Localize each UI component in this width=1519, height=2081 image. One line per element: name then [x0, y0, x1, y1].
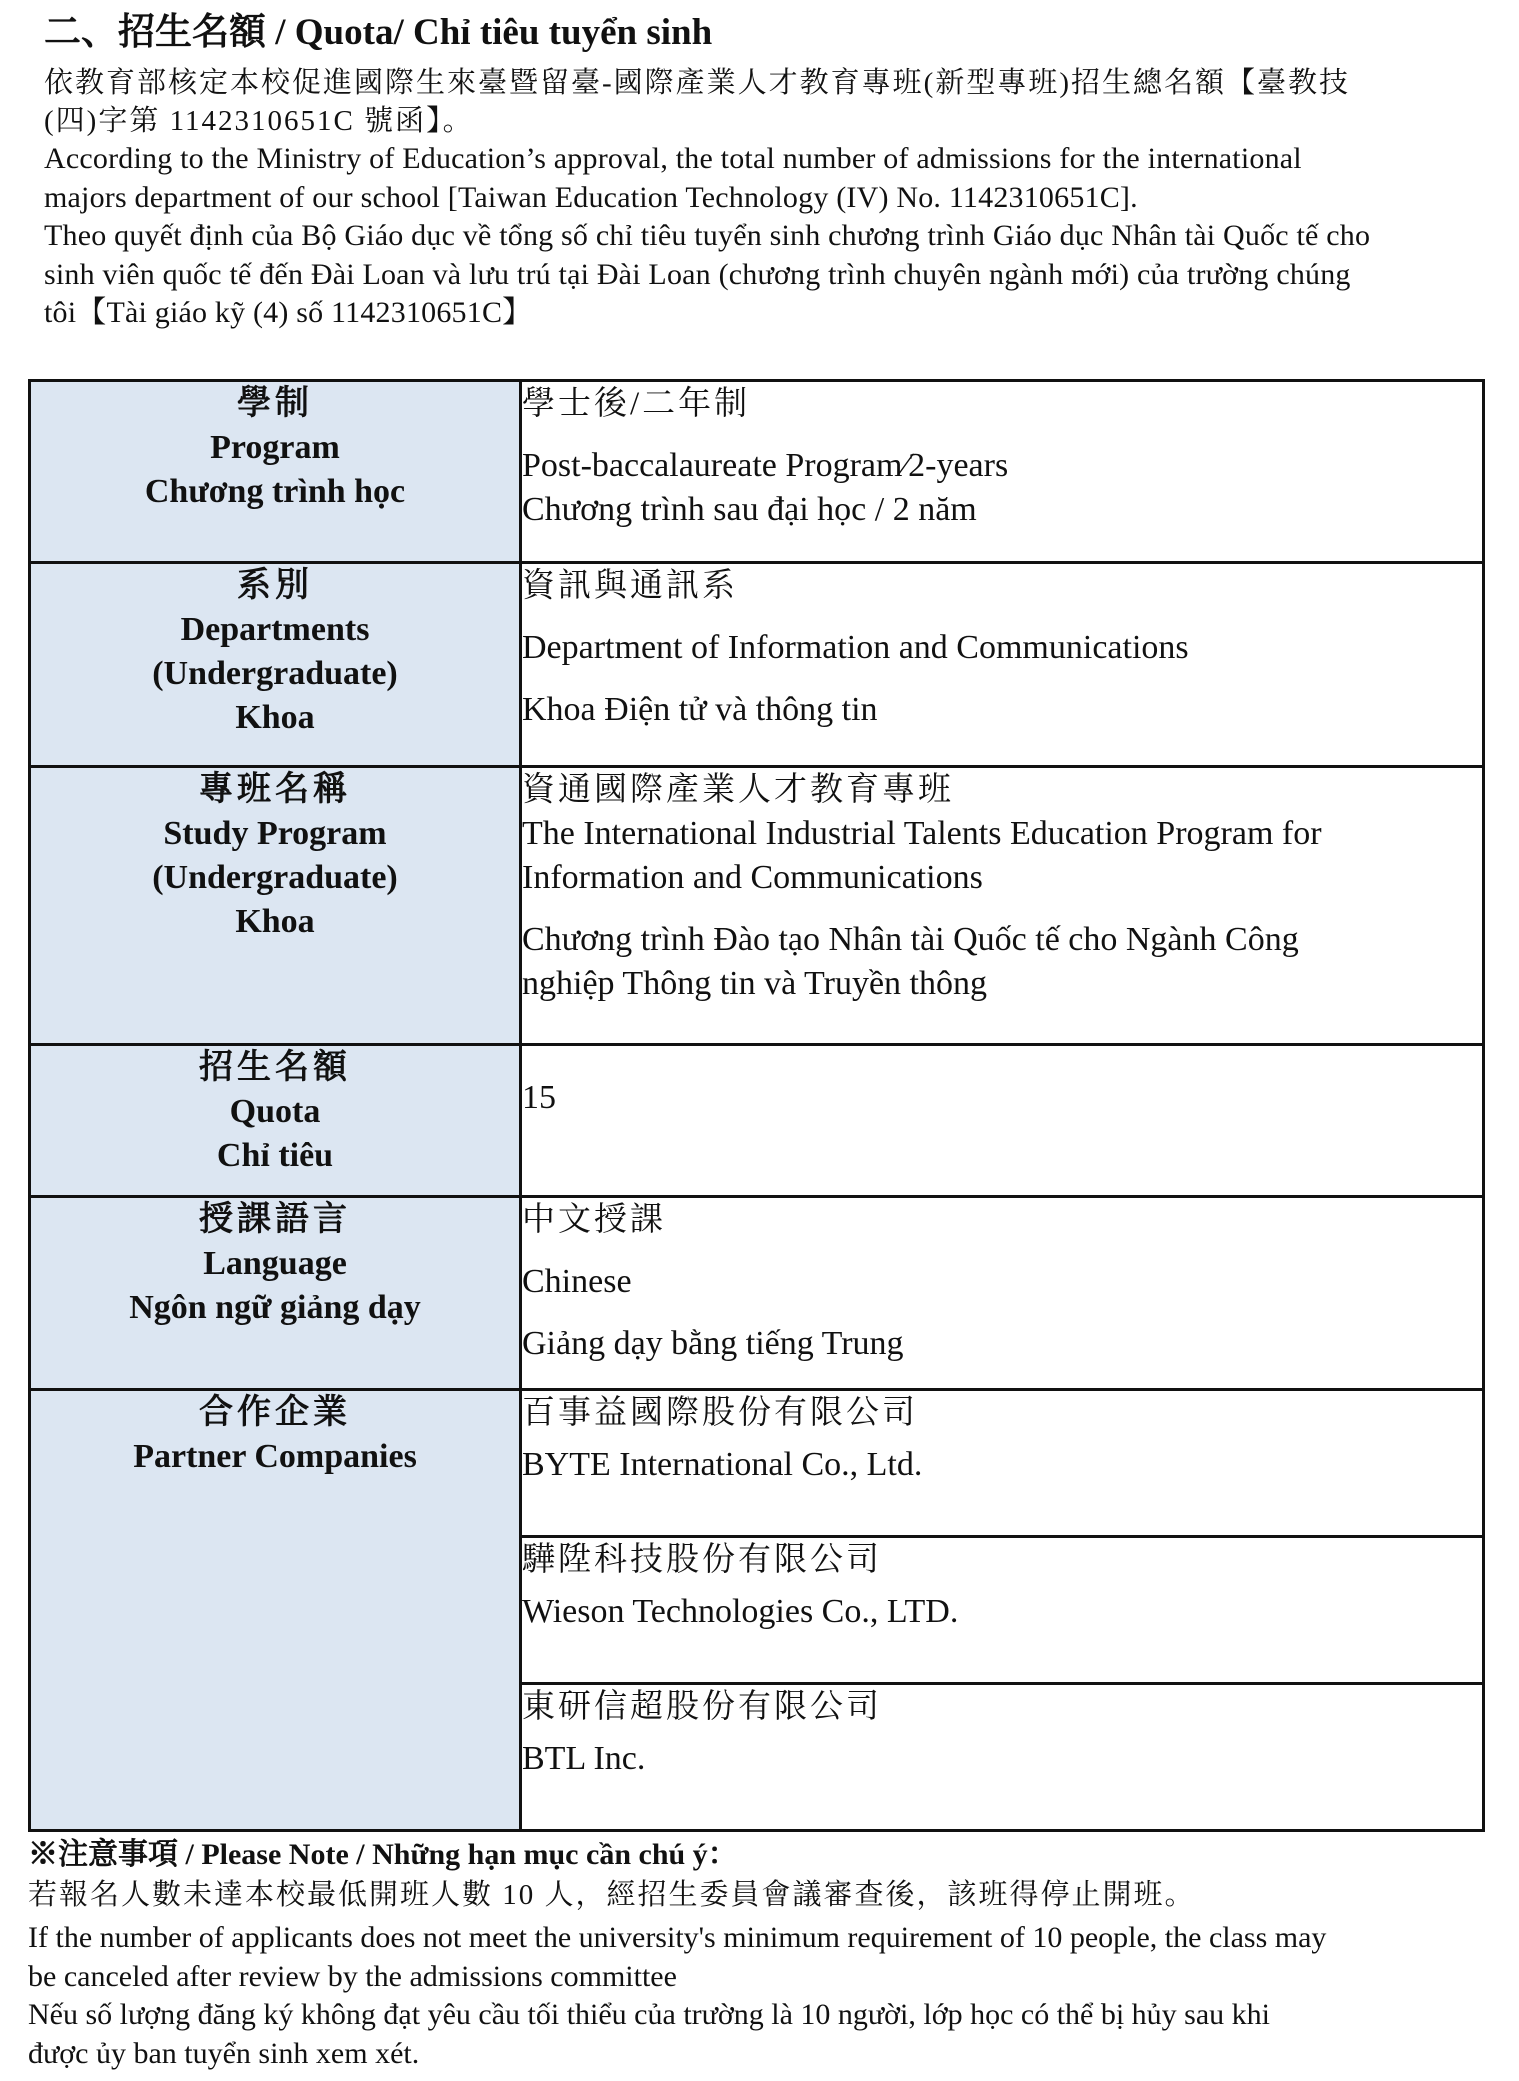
study-program-value — [521, 767, 1484, 1045]
partner-company-zh: 驊陞科技股份有限公司 — [522, 1542, 882, 1578]
study-program-label-en: Study Program — [163, 815, 387, 852]
notes-vi-line: Nếu số lượng đăng ký không đạt yêu cầu tối thiểu của trường là 10 người, lớp học có thể bị hủy sau khi — [28, 1998, 1271, 2031]
study-program-value-vi: nghiệp Thông tin và Truyền thông — [522, 965, 987, 1002]
department-value-vi: Khoa Điện tử và thông tin — [522, 691, 878, 728]
language-value-zh: 中文授課 — [522, 1202, 666, 1238]
study-program-label-zh: 專班名稱 — [199, 771, 351, 808]
study-program-value-en: Information and Communications — [522, 859, 983, 896]
notes-section — [28, 1835, 1498, 2073]
department-label — [30, 563, 521, 767]
notes-title: ※注意事項 / Please Note / Những hạn mục cần chú ý： — [28, 1838, 738, 1871]
department-value-en: Department of Information and Communications — [522, 629, 1189, 666]
partner-company-zh: 東研信超股份有限公司 — [522, 1689, 882, 1725]
program-value-vi: Chương trình sau đại học / 2 năm — [522, 491, 977, 528]
quota-value-cell — [521, 1045, 1484, 1197]
study-program-row — [30, 767, 1484, 1045]
study-program-label — [30, 767, 521, 1045]
intro-zh-line: (四)字第 1142310651C 號函】。 — [44, 105, 474, 137]
quota-row — [30, 1045, 1484, 1197]
intro-vi-line: tôi【Tài giáo kỹ (4) số 1142310651C】 — [44, 296, 533, 329]
partner-company-cell — [521, 1390, 1484, 1537]
program-label-vi: Chương trình học — [144, 473, 406, 510]
intro-paragraph — [44, 64, 1504, 333]
language-value-vi: Giảng dạy bằng tiếng Trung — [522, 1325, 904, 1362]
partners-label-en: Partner Companies — [133, 1438, 417, 1475]
study-program-value-vi: Chương trình Đào tạo Nhân tài Quốc tế cho Ngành Công — [522, 921, 1299, 958]
language-label — [30, 1197, 521, 1390]
language-label-vi: Ngôn ngữ giảng dạy — [129, 1289, 421, 1326]
partner-company-en: BTL Inc. — [522, 1740, 646, 1777]
notes-en-line: be canceled after review by the admissions committee — [28, 1959, 677, 1993]
program-value-zh: 學士後/二年制 — [522, 386, 751, 422]
partner-company-cell — [521, 1684, 1484, 1831]
partners-label-zh: 合作企業 — [199, 1394, 351, 1431]
partner-company-en: BYTE International Co., Ltd. — [522, 1446, 923, 1483]
partner-company-cell — [521, 1537, 1484, 1684]
department-label-vi: Khoa — [235, 699, 315, 736]
intro-en-line: majors department of our school [Taiwan Education Technology (IV) No. 1142310651C]. — [44, 180, 1138, 214]
quota-table — [28, 379, 1485, 1832]
quota-label-vi: Chỉ tiêu — [216, 1137, 334, 1174]
department-value-zh: 資訊與通訊系 — [522, 568, 738, 604]
study-program-value-zh: 資通國際產業人才教育專班 — [522, 772, 954, 808]
intro-vi-line: Theo quyết định của Bộ Giáo dục về tổng số chỉ tiêu tuyển sinh chương trình Giáo dục Nhân tài Quốc tế cho — [44, 219, 1371, 252]
department-label-en2: (Undergraduate) — [152, 655, 398, 692]
partner-company-zh: 百事益國際股份有限公司 — [522, 1395, 918, 1431]
department-label-en: Departments — [180, 611, 370, 648]
program-label-zh: 學制 — [237, 385, 313, 422]
department-value — [521, 563, 1484, 767]
intro-zh-line: 依教育部核定本校促進國際生來臺暨留臺-國際產業人才教育專班(新型專班)招生總名額【臺教技 — [44, 67, 1350, 99]
intro-vi-line: sinh viên quốc tế đến Đài Loan và lưu trú tại Đài Loan (chương trình chuyên ngành mới) của trường chúng — [44, 257, 1351, 291]
notes-en-line: If the number of applicants does not meet the university's minimum requirement of 10 people, the class may — [28, 1921, 1327, 1954]
quota-value: 15 — [522, 1079, 556, 1116]
department-label-zh: 系別 — [237, 567, 313, 604]
study-program-label-en2: (Undergraduate) — [152, 859, 398, 896]
program-label — [30, 381, 521, 563]
quota-label-en: Quota — [229, 1093, 321, 1130]
language-value-en: Chinese — [522, 1263, 632, 1300]
program-value-en: Post-baccalaureate Program∕2-years — [522, 447, 1009, 484]
language-row — [30, 1197, 1484, 1390]
quota-label — [30, 1045, 521, 1197]
notes-zh: 若報名人數未達本校最低開班人數 10 人，經招生委員會議審查後，該班得停止開班。 — [28, 1879, 1196, 1911]
language-value — [521, 1197, 1484, 1390]
department-row — [30, 563, 1484, 767]
quota-label-zh: 招生名額 — [199, 1049, 351, 1086]
notes-vi-line: được ủy ban tuyển sinh xem xét. — [28, 2036, 420, 2070]
partner-company-en: Wieson Technologies Co., LTD. — [522, 1593, 959, 1630]
partners-label — [30, 1390, 521, 1831]
study-program-label-vi: Khoa — [235, 903, 315, 940]
language-label-en: Language — [203, 1245, 347, 1282]
study-program-value-en: The International Industrial Talents Education Program for — [522, 815, 1322, 852]
intro-en-line: According to the Ministry of Education’s approval, the total number of admissions for the international — [44, 142, 1302, 175]
program-label-en: Program — [210, 429, 340, 466]
program-row — [30, 381, 1484, 563]
section-heading: 二、招生名額 / Quota/ Chỉ tiêu tuyển sinh — [44, 12, 713, 53]
program-value — [521, 381, 1484, 563]
partner-company-row — [30, 1390, 1484, 1537]
language-label-zh: 授課語言 — [199, 1201, 351, 1238]
